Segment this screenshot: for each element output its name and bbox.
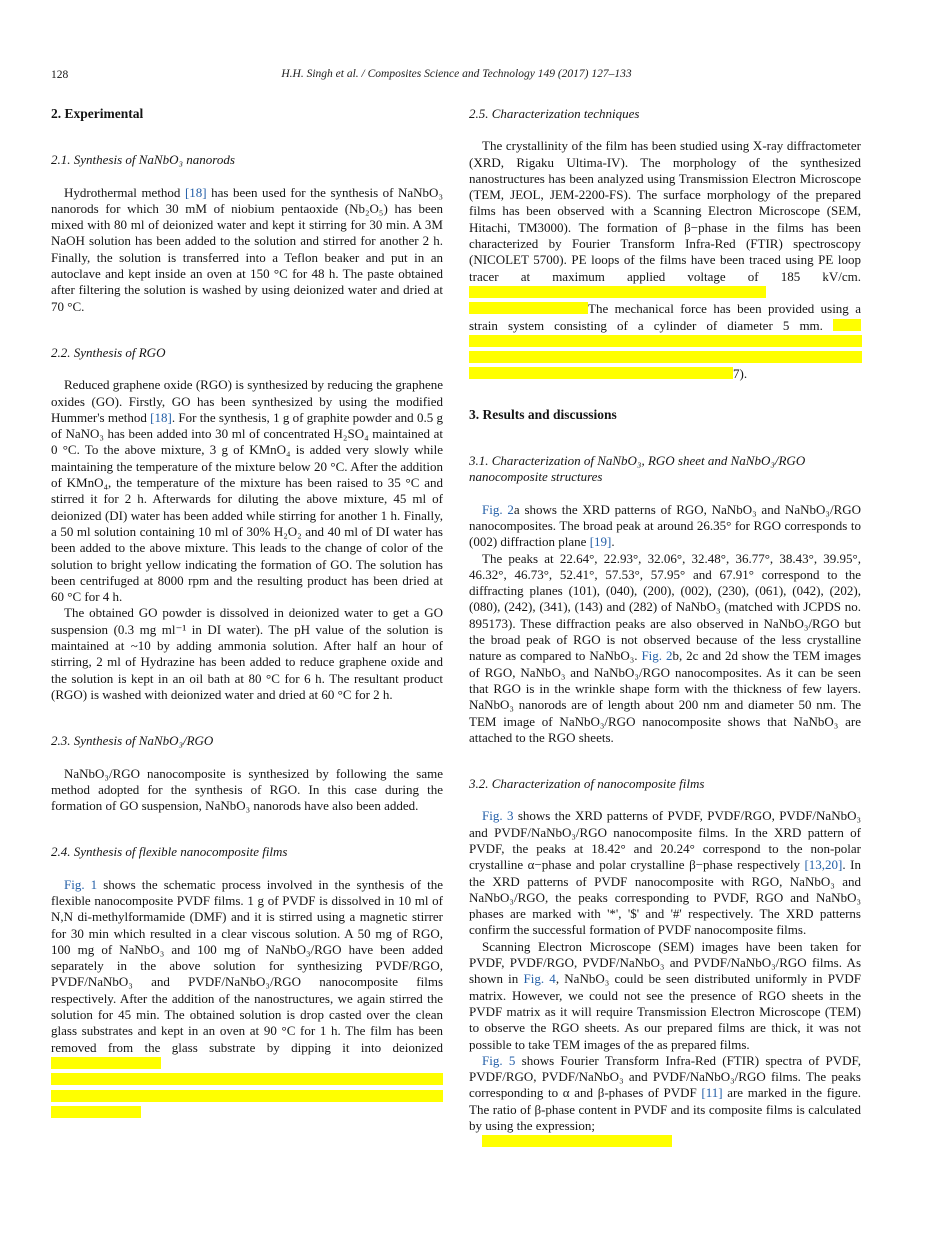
highlight-redaction-bar — [469, 367, 733, 379]
section-heading: 2. Experimental — [51, 106, 144, 121]
highlight-redaction-bar — [469, 286, 766, 298]
two-column-body — [51, 106, 862, 1151]
highlight-redaction-bar — [51, 1073, 443, 1085]
text-run: shows the schematic process involved in the synthesis of the flexible nanocomposite PVDF films. 1 g of PVDF is dissolved in 10 ml of N,N di-methylformamide (DMF) and it is stirred using a magnetic stirrer for 30 min which resulted in a clear viscous solution. A 50 mg of RGO, 100 mg of NaNbO₃ and 100 mg of NaNbO₃/RGO have been added separately in the above solution for synthesizing PVDF/RGO, PVDF/NaNbO₃ and PVDF/NaNbO₃/RGO nanocomposite films respectively. After the addition of the nanostructures, we again stirred the solution for 45 min. The obtained solution is drop casted over the clean glass substrates and kept in an oven at 90 °C for 1 h. The film has been removed from the glass substrate by dipping it into deionized — [51, 876, 443, 1055]
subsection-heading: 2.5. Characterization techniques — [469, 106, 640, 121]
right-column — [469, 106, 861, 1151]
paragraph — [469, 1053, 861, 1134]
paragraph — [469, 551, 861, 747]
text-run: . In the XRD patterns of PVDF nanocomposite with RGO, NaNbO₃ and NaNbO₃/RGO, the peaks corresponding to PVDF, RGO and NaNbO₃ phases are marked with '*', '$' and '#' respectively. The XRD patterns confirm the successful formation of PVDF nanocomposite films. — [469, 857, 861, 938]
citation-reference-link[interactable]: [18] — [150, 409, 172, 425]
figure-reference-link[interactable]: Fig. 5 — [482, 1052, 516, 1068]
paragraph — [51, 185, 443, 315]
paragraph — [469, 502, 861, 551]
text-run: b, 2c and 2d show the TEM images of RGO, NaNbO₃ and NaNbO₃/RGO nanocomposites. As it can be seen that RGO is in the wrinkle shape form with the thickness of few layers. NaNbO₃ nanorods are of length about 200 nm and diameter 50 nm. The TEM image of NaNbO₃/RGO nanocomposite shows that NaNbO₃ are attached to the RGO sheets. — [469, 648, 862, 745]
text-run: The obtained GO powder is dissolved in deionized water to get a GO suspension (0.3 mg ml⁻¹ in DI water). The pH value of the solution is maintained at ~10 by adding ammonia solution. After half an hour of stirring, 2 ml of Hydrazine has been added to reduce graphene oxide and the solution is kept in an oil bath at 80 °C for 6 h. The resultant product (RGO) is washed with deionized water and dried at 60 °C for 2 h. — [51, 605, 443, 702]
citation-reference-link[interactable]: [19] — [589, 534, 612, 550]
highlight-redaction-bar — [833, 319, 861, 331]
subsection-heading: 3.2. Characterization of nanocomposite films — [469, 776, 705, 792]
text-run: 7). — [733, 366, 748, 382]
figure-reference-link[interactable]: Fig. 2 — [482, 501, 514, 517]
highlight-redaction-bar — [51, 1090, 443, 1102]
paragraph — [469, 1134, 861, 1150]
text-run: . — [611, 534, 615, 550]
page-header — [51, 68, 862, 84]
subsection-heading: 2.1. Synthesis of NaNbO₃ nanorods — [51, 152, 235, 168]
paragraph — [51, 377, 443, 605]
text-run: , NaNbO₃ could be seen distributed uniformly in PVDF matrix. However, we could not see the presence of RGO sheets in the PVDF matrix as it will require Transmission Electron Microscope (TEM) to observe the RGO sheets. As our prepared films are thick, it was not possible to take TEM images of the as prepared films. — [469, 971, 861, 1052]
highlight-redaction-bar — [469, 335, 862, 347]
subsection-heading: 2.3. Synthesis of NaNbO₃/RGO — [51, 733, 214, 749]
text-run: Hydrothermal method — [64, 184, 185, 200]
citation-reference-link[interactable]: [11] — [701, 1085, 723, 1101]
highlight-redaction-bar — [482, 1135, 672, 1147]
subsection-heading: 3.1. Characterization of NaNbO₃, RGO sheet and NaNbO₃/RGO nanocomposite structures — [469, 453, 806, 485]
subsection-heading: 2.2. Synthesis of RGO — [51, 344, 166, 360]
left-column — [51, 106, 443, 1151]
text-run: The crystallinity of the film has been studied using X-ray diffractometer (XRD, Rigaku Ultima-IV). The morphology of the synthesized nanostructures has been analyzed using Transmission Electron Microscope (TEM, JEOL, JEM-2200-FS). The surface morphology of the prepared films has been observed with a Scanning Electron Microscope (SEM, Hitachi, TM3000). The formation of β−phase in the films has been characterized by Fourier Transform Infra-Red (FTIR) spectroscopy (NICOLET 5700). PE loops of the films have been traced using PE loop tracer at maximum applied voltage of 185 kV/cm. — [469, 138, 861, 284]
highlight-redaction-bar — [51, 1106, 141, 1118]
text-run: The peaks at 22.64°, 22.93°, 32.06°, 32.48°, 36.77°, 38.43°, 39.95°, 46.32°, 46.73°, 52.41°, 57.53°, 57.95° and 67.91° correspond to the diffracting planes (101), (040), (200), (002), (230), (061), (042), (202), (080), (242), (341), (143) and (282) of NaNbO₃ (matched with JCPDS no. 895173). These diffraction peaks are also observed in NaNbO₃/RGO but the broad peak of RGO is not observed because of the less crystalline nature as compared to NaNbO₃. — [469, 550, 861, 664]
highlight-redaction-bar — [469, 302, 588, 314]
text-run: has been used for the synthesis of NaNbO₃ nanorods for which 30 mM of niobium pentaoxide (Nb₂O₅) has been mixed with 80 ml of deionized water and kept it stirring for 30 min. A 3M NaOH solution has been added to the solution and stirred for another 2 h. Finally, the solution is transferred into a Teflon beaker and put in an autoclave and kept inside an oven at 150 °C for 48 h. The paste obtained after filtering the solution is washed by using deionized water and dried at 70 °C. — [51, 184, 443, 314]
text-run: Reduced graphene oxide (RGO) is synthesized by reducing the graphene oxides (GO). Firstly, GO has been synthesized by using the modified Hummer's method — [51, 377, 443, 425]
paragraph — [469, 138, 861, 382]
subsection-heading: 2.4. Synthesis of flexible nanocomposite films — [51, 844, 288, 860]
paragraph — [469, 939, 861, 1053]
section-heading: 3. Results and discussions — [469, 406, 617, 422]
paragraph — [51, 766, 443, 815]
highlight-redaction-bar — [51, 1057, 161, 1069]
citation-reference-link[interactable]: [13,20] — [804, 857, 843, 873]
citation-reference-link[interactable]: [18] — [184, 184, 207, 200]
figure-reference-link[interactable]: Fig. 1 — [64, 876, 98, 892]
text-run: NaNbO₃/RGO nanocomposite is synthesized by following the same method adopted for the synthesis of RGO. In this case during the formation of GO suspension, NaNbO₃ nanorods have also been added. — [51, 765, 443, 814]
figure-reference-link[interactable]: Fig. 2 — [641, 648, 673, 664]
text-run: The mechanical force has been provided using a strain system consisting of a cylinder of diameter 5 mm. — [469, 301, 861, 333]
highlight-redaction-bar — [469, 351, 862, 363]
text-run: Scanning Electron Microscope (SEM) images have been taken for PVDF, PVDF/RGO, PVDF/NaNbO₃ and PVDF/NaNbO₃/RGO films. As shown in — [469, 938, 861, 987]
text-run: shows Fourier Transform Infra-Red (FTIR) spectra of PVDF, PVDF/RGO, PVDF/NaNbO₃ and PVDF/NaNbO₃/RGO films. The peaks corresponding to α and β-phases of PVDF — [469, 1052, 861, 1101]
page-number: 128 — [51, 69, 69, 81]
paragraph — [51, 605, 443, 703]
text-run: shows the XRD patterns of PVDF, PVDF/RGO, PVDF/NaNbO₃ and PVDF/NaNbO₃/RGO nanocomposite films. In the XRD pattern of PVDF, the peaks at 18.42° and 20.24° correspond to the non-polar crystalline α−phase and polar crystalline β−phase respectively — [469, 808, 862, 873]
text-run: a shows the XRD patterns of RGO, NaNbO₃ and NaNbO₃/RGO nanocomposites. The broad peak at around 26.35° for RGO corresponds to (002) diffraction plane — [469, 501, 862, 550]
running-head: H.H. Singh et al. / Composites Science and Technology 149 (2017) 127–133 — [281, 68, 632, 80]
figure-reference-link[interactable]: Fig. 3 — [482, 808, 514, 824]
paragraph — [469, 808, 861, 938]
figure-reference-link[interactable]: Fig. 4 — [523, 971, 556, 987]
text-run: . For the synthesis, 1 g of graphite powder and 0.5 g of NaNO₃ has been added into 30 ml of concentrated H₂SO₄ maintained at 0 °C. To the above mixture, 3 g of KMnO₄ is added very slowly while maintaining the temperature of the mixture below 20 °C. After the addition of KMnO₄, the temperature of the mixture has been raised to 35 °C and stirred it for 2 h. Afterwards for diluting the above mixture, 45 ml of deionized (DI) water has been added while stirring for another 1 h. Finally, a 50 ml solution containing 10 ml of 30% H₂O₂ and 40 ml of DI water has been added to the above mixture. This leads to the change of color of the solution to bright yellow indicating the formation of GO. The solution has been centrifuged at 8000 rpm and the resulting product has been dried at 60 °C for 4 h. — [51, 409, 443, 605]
paragraph — [51, 877, 443, 1121]
text-run: are marked in the figure. The ratio of β-phase content in PVDF and its composite films is calculated by using the expression; — [469, 1085, 861, 1134]
